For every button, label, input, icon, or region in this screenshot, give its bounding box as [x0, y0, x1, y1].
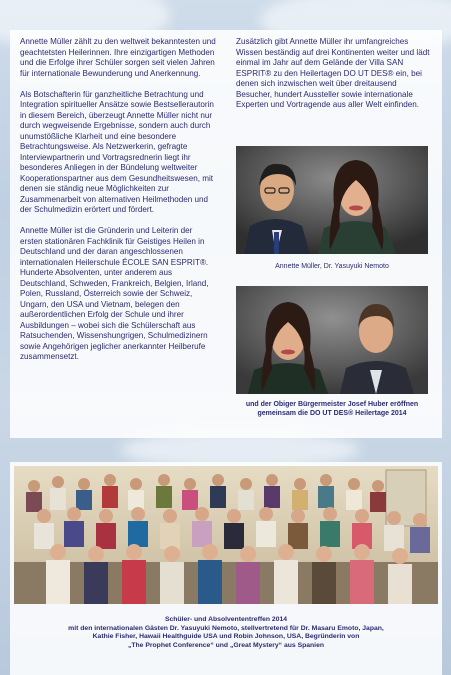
group-caption — [14, 616, 438, 650]
photo2-caption: und der Obiger Bürgermeister Josef Huber eröffnen gemeinsam die DO UT DES® Heilertage 2014 — [245, 401, 419, 417]
group-photo — [14, 466, 438, 604]
right-column — [236, 37, 432, 121]
photo-mueller-nemoto — [236, 146, 428, 254]
paragraph: Annette Müller ist die Gründerin und Leiterin der ersten stationären Fachklinik für Geistiges Heilen in Deutschland und der daran angeschlossenen internationalen Heilerschule ÉCOLE SAN ESPRIT®. Hunderte Absolventen, unter anderem aus Deutschland, Schweden, Frankreich, Belgien, Irland, Polen, Russland, Österreich sowie der Schweiz, Ungarn, den USA und Vietnam, belegen den außerordentlichen Erfolg der Schule und ihrer Ausbildungen – wobei sich die Schülerschaft aus Ratsuchenden, Wissenshungrigen, Schulmedizinern sowie Angehörigen jeglicher anerkannter Heilberufe zusammensetzt. — [20, 226, 209, 361]
photo1-caption: Annette Müller, Dr. Yasuyuki Nemoto — [275, 263, 389, 270]
photo-mueller-huber — [236, 286, 428, 394]
group-caption-line: Kathie Fisher, Hawaii Healthguide USA und Robin Johnson, USA, Begründerin von — [92, 633, 360, 641]
paragraph: Zusätzlich gibt Annette Müller ihr umfangreiches Wissen beständig auf drei Kontinenten weiter und lädt einmal im Jahr auf dem Gelände der Villa SAN ESPRIT® zu den Heilertagen DO UT DES® ein, bei denen sich inzwischen weit über dreitausend Besucher, hundert Aussteller sowie internationale Experten und Vortragende aus aller Welt einfinden. — [236, 37, 430, 109]
paragraph: Annette Müller zählt zu den weltweit bekanntesten und geachtetsten Heilerinnen. Ihre einzigartigen Methoden und die Erfolge ihrer Schüler sorgen seit vielen Jahren für internationale Bewunderung und Anerkennung. — [20, 37, 216, 78]
group-caption-line: „The Prophet Conference“ und „Great Mystery“ aus Spanien — [127, 641, 325, 649]
group-caption-line: mit den internationalen Gästen Dr. Yasuyuki Nemoto, stellvertretend für Dr. Masaru Emoto, Japan, — [68, 624, 384, 632]
group-caption-line: Schüler- und Absolvententreffen 2014 — [164, 616, 288, 623]
paragraph: Als Botschafterin für ganzheitliche Betrachtung und Integration spiritueller Ansätze sowie Bestsellerautorin in diesem Bereich, überzeugt Annette Müller nicht nur durch wegweisende Ergebnisse, sondern auch durch unumstößliche Klarheit und eine besondere Betrachtungsweise. Als Netzwerkerin, gefragte Interviewpartnerin und Vortragsrednerin liegt ihr besonderes Anliegen in der Bündelung weltweiter Kooperationspartner aus dem Gesundheitswesen, mit denen sie ständig neue Möglichkeiten zur Zusammenarbeit von alternativen Heilmethoden und der Schulmedizin erörtert und fördert. — [20, 89, 214, 214]
left-column — [20, 37, 216, 373]
